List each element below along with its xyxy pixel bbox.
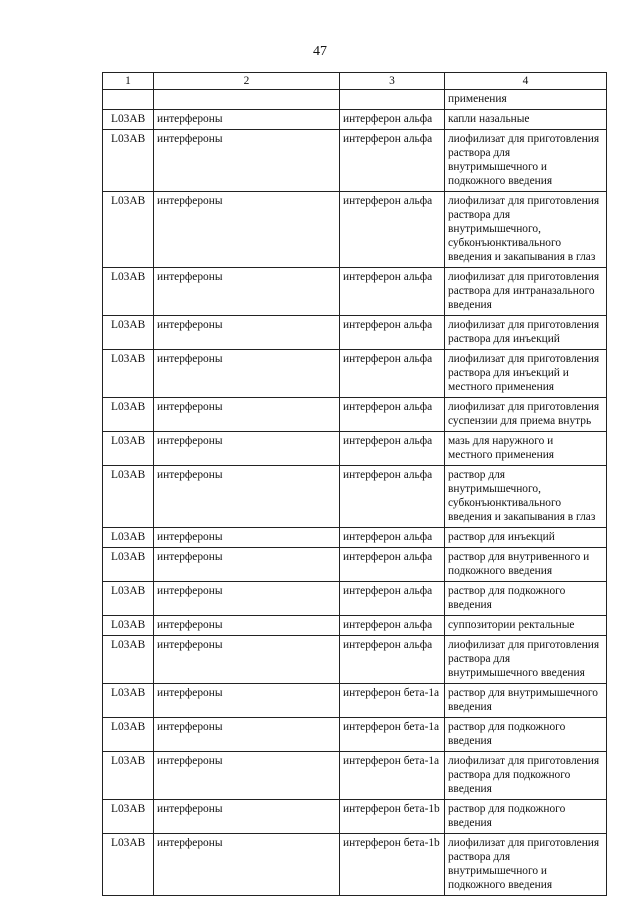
atc-code-cell: L03AB — [103, 636, 154, 684]
group-cell: интерфероны — [154, 350, 340, 398]
column-header: 1 — [103, 73, 154, 90]
group-cell: интерфероны — [154, 636, 340, 684]
column-header: 4 — [445, 73, 607, 90]
dosage-form-cell: лиофилизат для приготовления раствора для интраназального введения — [445, 268, 607, 316]
atc-code-cell: L03AB — [103, 800, 154, 834]
dosage-form-cell: лиофилизат для приготовления раствора для внутримышечного введения — [445, 636, 607, 684]
substance-cell: интерферон бета-1а — [340, 718, 445, 752]
substance-cell: интерферон бета-1b — [340, 834, 445, 896]
table-row — [103, 90, 607, 110]
substance-cell: интерферон альфа — [340, 636, 445, 684]
dosage-form-cell: капли назальные — [445, 110, 607, 130]
dosage-form-cell: лиофилизат для приготовления раствора для внутримышечного и подкожного введения — [445, 834, 607, 896]
group-cell: интерфероны — [154, 718, 340, 752]
substance-cell: интерферон альфа — [340, 192, 445, 268]
atc-code-cell: L03AB — [103, 192, 154, 268]
group-cell: интерфероны — [154, 398, 340, 432]
group-cell: интерфероны — [154, 800, 340, 834]
group-cell: интерфероны — [154, 548, 340, 582]
dosage-form-cell: раствор для инъекций — [445, 528, 607, 548]
substance-cell: интерферон альфа — [340, 398, 445, 432]
dosage-form-cell: мазь для наружного и местного применения — [445, 432, 607, 466]
dosage-form-cell: лиофилизат для приготовления раствора для инъекций и местного применения — [445, 350, 607, 398]
substance-cell: интерферон альфа — [340, 528, 445, 548]
group-cell: интерфероны — [154, 582, 340, 616]
group-cell: интерфероны — [154, 316, 340, 350]
table-header-row — [103, 73, 607, 90]
substance-cell — [340, 90, 445, 110]
substance-cell: интерферон бета-1а — [340, 684, 445, 718]
dosage-form-cell: раствор для внутримышечного, субконъюнктивального введения и закапывания в глаз — [445, 466, 607, 528]
atc-code-cell: L03AB — [103, 316, 154, 350]
table-row — [103, 130, 607, 192]
dosage-form-cell: раствор для внутримышечного введения — [445, 684, 607, 718]
atc-code-cell: L03AB — [103, 466, 154, 528]
atc-code-cell: L03AB — [103, 582, 154, 616]
substance-cell: интерферон альфа — [340, 466, 445, 528]
dosage-form-cell: лиофилизат для приготовления раствора для инъекций — [445, 316, 607, 350]
atc-code-cell: L03AB — [103, 834, 154, 896]
substance-cell: интерферон бета-1а — [340, 752, 445, 800]
group-cell: интерфероны — [154, 130, 340, 192]
substance-cell: интерферон альфа — [340, 582, 445, 616]
group-cell: интерфероны — [154, 684, 340, 718]
substance-cell: интерферон альфа — [340, 548, 445, 582]
table-row — [103, 834, 607, 896]
atc-code-cell: L03AB — [103, 268, 154, 316]
dosage-form-cell: раствор для внутривенного и подкожного введения — [445, 548, 607, 582]
dosage-form-cell: раствор для подкожного введения — [445, 800, 607, 834]
atc-code-cell: L03AB — [103, 548, 154, 582]
substance-cell: интерферон альфа — [340, 316, 445, 350]
group-cell: интерфероны — [154, 192, 340, 268]
table-row — [103, 316, 607, 350]
table-row — [103, 432, 607, 466]
atc-code-cell: L03AB — [103, 398, 154, 432]
table-row — [103, 350, 607, 398]
substance-cell: интерферон альфа — [340, 350, 445, 398]
substance-cell: интерферон альфа — [340, 616, 445, 636]
substance-cell: интерферон бета-1b — [340, 800, 445, 834]
atc-code-cell: L03AB — [103, 684, 154, 718]
table-row — [103, 548, 607, 582]
group-cell: интерфероны — [154, 752, 340, 800]
table-row — [103, 636, 607, 684]
group-cell: интерфероны — [154, 834, 340, 896]
table-row — [103, 398, 607, 432]
dosage-form-cell: лиофилизат для приготовления раствора для подкожного введения — [445, 752, 607, 800]
substance-cell: интерферон альфа — [340, 268, 445, 316]
atc-code-cell: L03AB — [103, 752, 154, 800]
atc-code-cell: L03AB — [103, 528, 154, 548]
table-row — [103, 582, 607, 616]
dosage-form-cell: лиофилизат для приготовления раствора для внутримышечного, субконъюнктивального введения и закапывания в глаз — [445, 192, 607, 268]
drug-table — [102, 72, 607, 896]
group-cell: интерфероны — [154, 268, 340, 316]
atc-code-cell: L03AB — [103, 110, 154, 130]
column-header: 3 — [340, 73, 445, 90]
column-header: 2 — [154, 73, 340, 90]
table-row — [103, 192, 607, 268]
atc-code-cell: L03AB — [103, 350, 154, 398]
table-row — [103, 684, 607, 718]
group-cell: интерфероны — [154, 432, 340, 466]
table-row — [103, 752, 607, 800]
atc-code-cell: L03AB — [103, 432, 154, 466]
group-cell — [154, 90, 340, 110]
table-row — [103, 466, 607, 528]
group-cell: интерфероны — [154, 528, 340, 548]
atc-code-cell: L03AB — [103, 130, 154, 192]
dosage-form-cell: раствор для подкожного введения — [445, 718, 607, 752]
dosage-form-cell: раствор для подкожного введения — [445, 582, 607, 616]
group-cell: интерфероны — [154, 466, 340, 528]
page-number: 47 — [313, 44, 327, 59]
drug-table-body — [103, 73, 607, 896]
table-row — [103, 718, 607, 752]
group-cell: интерфероны — [154, 616, 340, 636]
table-row — [103, 616, 607, 636]
table-row — [103, 268, 607, 316]
dosage-form-cell: лиофилизат для приготовления раствора для внутримышечного и подкожного введения — [445, 130, 607, 192]
table-row — [103, 528, 607, 548]
atc-code-cell: L03AB — [103, 718, 154, 752]
substance-cell: интерферон альфа — [340, 110, 445, 130]
group-cell: интерфероны — [154, 110, 340, 130]
substance-cell: интерферон альфа — [340, 432, 445, 466]
dosage-form-cell: применения — [445, 90, 607, 110]
table-row — [103, 800, 607, 834]
substance-cell: интерферон альфа — [340, 130, 445, 192]
dosage-form-cell: суппозитории ректальные — [445, 616, 607, 636]
atc-code-cell: L03AB — [103, 616, 154, 636]
table-row — [103, 110, 607, 130]
dosage-form-cell: лиофилизат для приготовления суспензии для приема внутрь — [445, 398, 607, 432]
atc-code-cell — [103, 90, 154, 110]
